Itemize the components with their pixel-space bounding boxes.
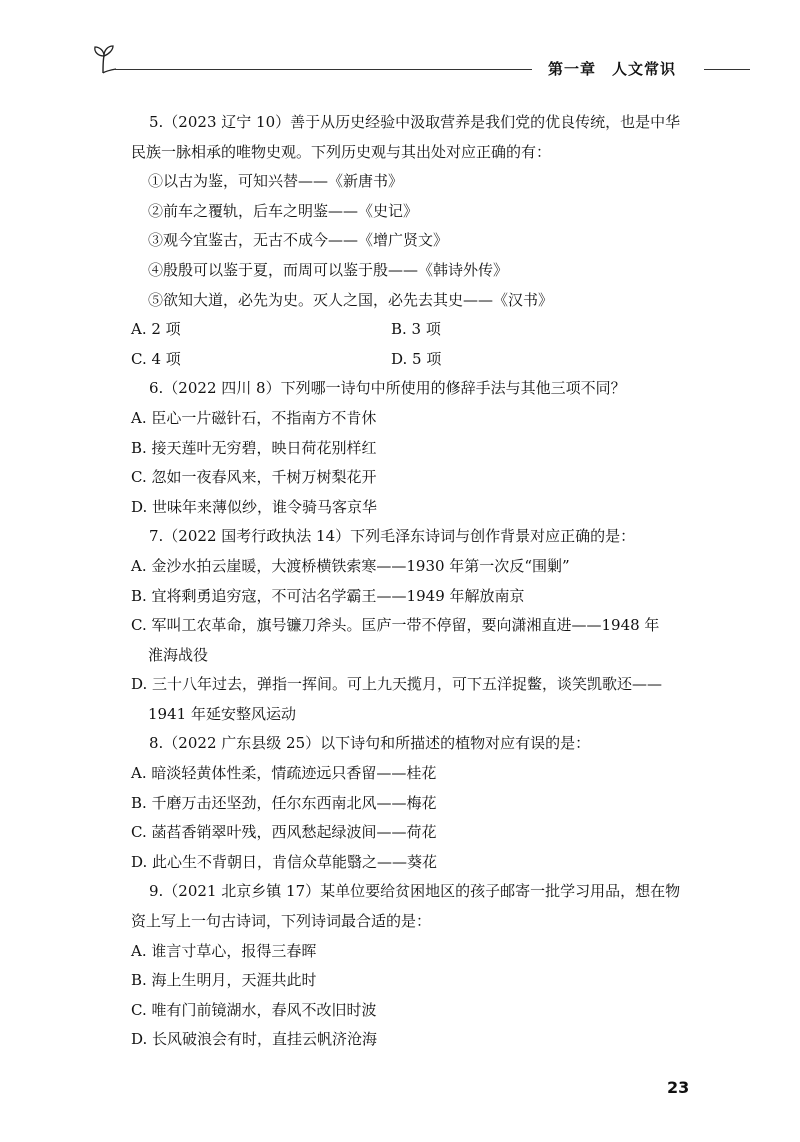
option-a: A. 谁言寸草心，报得三春晖 [131, 941, 317, 960]
question-stem: 6.（2022 四川 8）下列哪一诗句中所使用的修辞手法与其他三项不同？ [149, 379, 626, 398]
option-b: B. 宜将剩勇追穷寇，不可沽名学霸王——1949 年解放南京 [131, 586, 525, 605]
statement-item: ②前车之覆轨，后车之明鉴——《史记》 [148, 201, 419, 220]
statement-item: ③观今宜鉴古，无古不成今——《增广贤文》 [148, 231, 449, 250]
option-c: C. 4 项 [131, 349, 181, 368]
page-number: 23 [667, 1078, 690, 1097]
sprout-icon [92, 44, 116, 74]
option-b: B. 千磨万击还坚劲，任尔东西南北风——梅花 [131, 793, 437, 812]
option-c: C. 忽如一夜春风来，千树万树梨花开 [131, 468, 377, 487]
option-d: D. 5 项 [391, 349, 442, 368]
option-c: C. 菡萏香销翠叶残，西风愁起绿波间——荷花 [131, 823, 437, 842]
question-stem: 资上写上一句古诗词，下列诗词最合适的是： [131, 912, 432, 931]
option-row [131, 345, 701, 375]
option-b: B. 接天莲叶无穷碧，映日荷花别样红 [131, 438, 377, 457]
option-c-continued: 淮海战役 [148, 645, 209, 664]
question-stem: 民族一脉相承的唯物史观。下列历史观与其出处对应正确的有： [131, 142, 552, 161]
option-a: A. 金沙水拍云崖暖，大渡桥横铁索寒——1930 年第一次反“围剿” [131, 556, 570, 575]
option-a: A. 2 项 [131, 320, 181, 339]
question-stem: 5.（2023 辽宁 10）善于从历史经验中汲取营养是我们党的优良传统，也是中华 [149, 113, 681, 131]
option-a: A. 臣心一片磁针石，不指南方不肯休 [131, 408, 377, 427]
question-stem: 7.（2022 国考行政执法 14）下列毛泽东诗词与创作背景对应正确的是： [149, 527, 636, 546]
statement-item: ①以古为鉴，可知兴替——《新唐书》 [148, 172, 404, 191]
option-d: D. 世味年来薄似纱，谁令骑马客京华 [131, 497, 378, 516]
question-list [131, 108, 701, 1055]
chapter-title: 第一章 人文常识 [548, 60, 677, 78]
question-9 [131, 877, 701, 1055]
question-5 [131, 108, 701, 374]
header-rule-right [704, 69, 750, 70]
option-d-continued: 1941 年延安整风运动 [148, 704, 296, 723]
option-d: D. 此心生不背朝日，肯信众草能翳之——葵花 [131, 852, 438, 871]
option-b: B. 3 项 [391, 320, 441, 339]
header-rule-left [114, 69, 532, 70]
option-d: D. 长风破浪会有时，直挂云帆济沧海 [131, 1030, 378, 1049]
option-b: B. 海上生明月，天涯共此时 [131, 971, 317, 990]
option-c: C. 军叫工农革命，旗号镰刀斧头。匡庐一带不停留，要向潇湘直进——1948 年 [131, 616, 660, 635]
option-c: C. 唯有门前镜湖水，春风不改旧时波 [131, 1000, 377, 1019]
statement-item: ⑤欲知大道，必先为史。灭人之国，必先去其史——《汉书》 [148, 290, 554, 309]
option-a: A. 暗淡轻黄体性柔，情疏迹远只香留——桂花 [131, 764, 437, 783]
question-6 [131, 374, 701, 522]
question-stem: 8.（2022 广东县级 25）以下诗句和所描述的植物对应有误的是： [149, 734, 591, 753]
statement-item: ④殷殷可以鉴于夏，而周可以鉴于殷——《韩诗外传》 [148, 260, 509, 279]
option-row [131, 315, 701, 345]
page-header [92, 44, 742, 84]
option-d: D. 三十八年过去，弹指一挥间。可上九天揽月，可下五洋捉鳖，谈笑凯歌还—— [131, 675, 663, 694]
question-7 [131, 522, 701, 729]
question-8 [131, 729, 701, 877]
question-stem: 9.（2021 北京乡镇 17）某单位要给贫困地区的孩子邮寄一批学习用品，想在物 [149, 882, 681, 901]
